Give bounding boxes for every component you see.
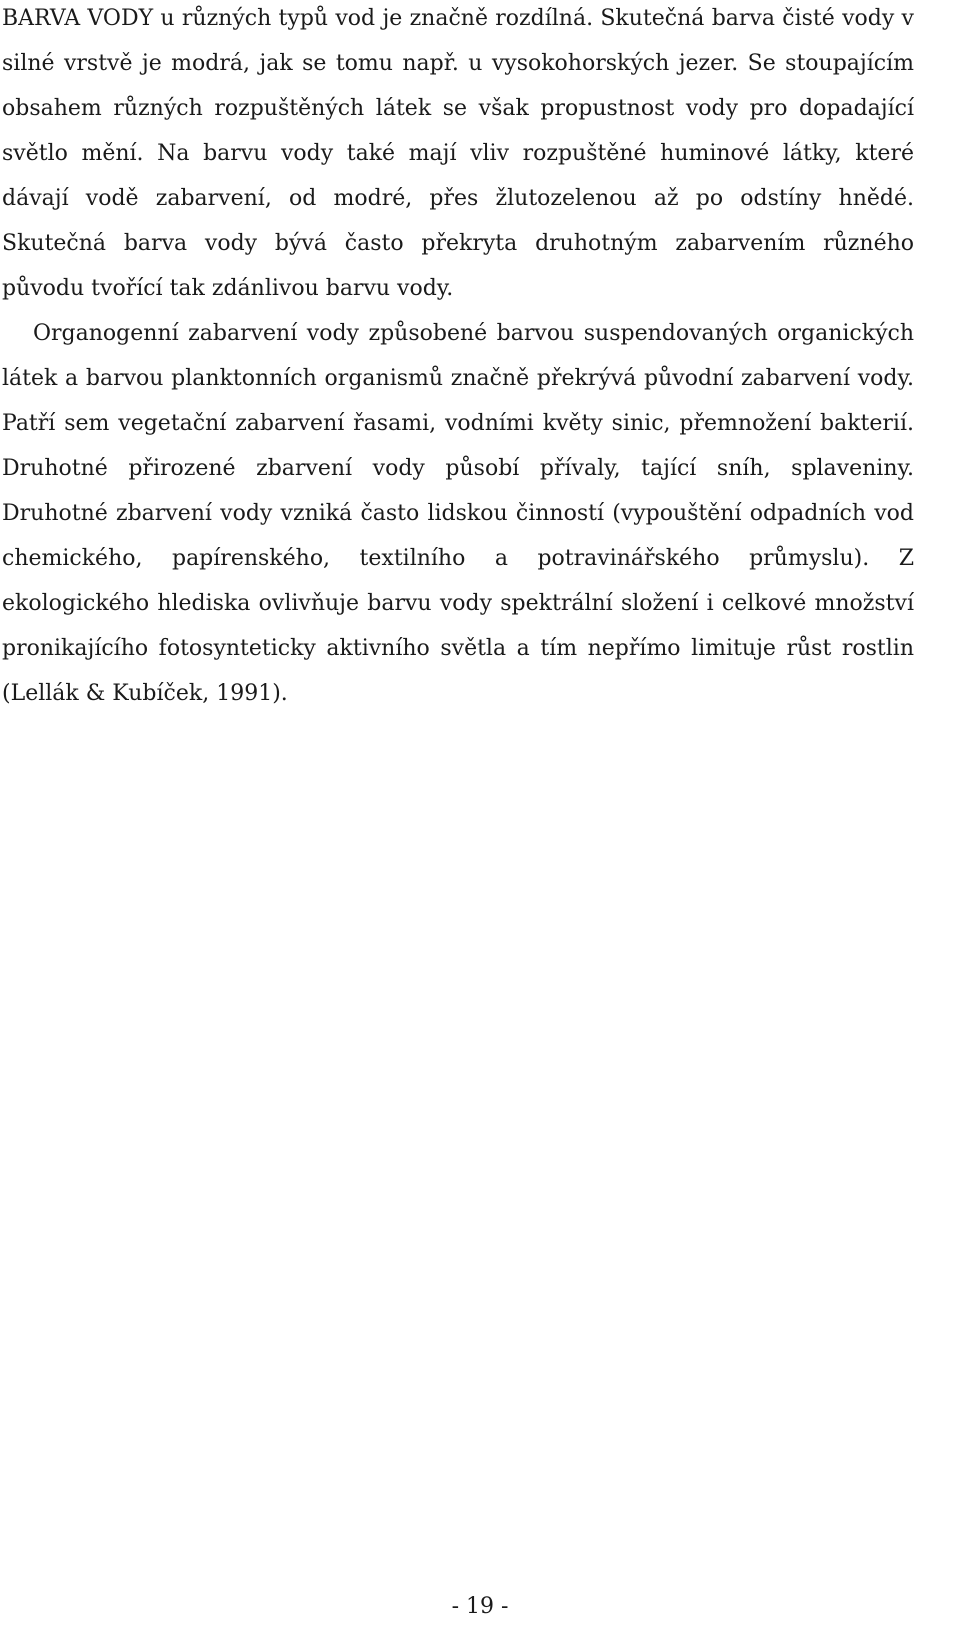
- body-text: [2, 0, 914, 716]
- page-number: - 19 -: [451, 1594, 509, 1619]
- paragraph-organogenni-zabarveni: Organogenní zabarvení vody způsobené barvou suspendovaných organických látek a barvou planktonních organismů značně překrývá původní zabarvení vody. Patří sem vegetační zabarvení řasami, vodními květy sinic, přemnožení bakterií. Druhotné přirozené zbarvení vody působí přívaly, tající sníh, splaveniny. Druhotné zbarvení vody vzniká často lidskou činností (vypouštění odpadních vod chemického, papírenského, textilního a potravinářského průmyslu). Z ekologického hlediska ovlivňuje barvu vody spektrální složení i celkové množství pronikajícího fotosynteticky aktivního světla a tím nepřímo limituje růst rostlin (Lellák & Kubíček, 1991).: [2, 321, 914, 706]
- paragraph-barva-vody: BARVA VODY u různých typů vod je značně rozdílná. Skutečná barva čisté vody v silné vrstvě je modrá, jak se tomu např. u vysokohorských jezer. Se stoupajícím obsahem různých rozpuštěných látek se však propustnost vody pro dopadající světlo mění. Na barvu vody také mají vliv rozpuštěné huminové látky, které dávají vodě zabarvení, od modré, přes žlutozelenou až po odstíny hnědé. Skutečná barva vody bývá často překryta druhotným zabarvením různého původu tvořící tak zdánlivou barvu vody.: [2, 6, 914, 301]
